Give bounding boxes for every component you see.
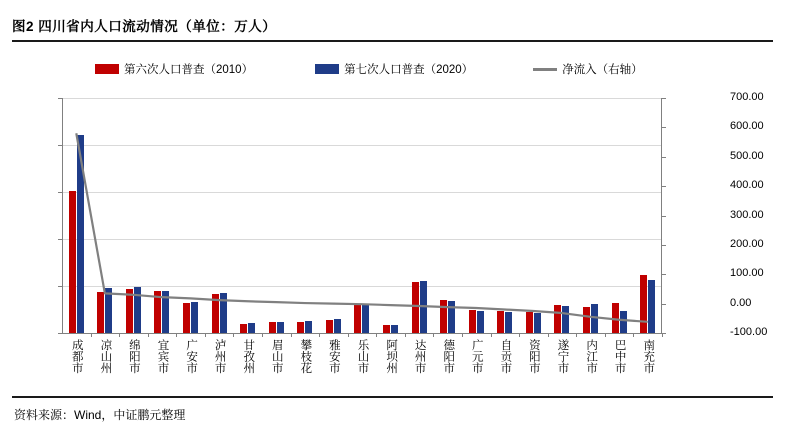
- right-axis-tick-label: 200.00: [730, 237, 764, 250]
- footer-divider: [12, 396, 773, 398]
- legend-label-census-2010: 第六次人口普查（2010）: [124, 64, 254, 76]
- category-label: 甘孜州: [242, 339, 255, 374]
- category-label: 内江市: [585, 339, 598, 374]
- right-axis-tickmark: [662, 157, 666, 158]
- category-label: 绵阳市: [127, 339, 140, 374]
- legend-item-census-2010: [95, 61, 253, 77]
- right-axis-tickmark: [662, 304, 666, 305]
- right-axis-tick-label: 500.00: [730, 149, 764, 162]
- right-axis-tickmark: [662, 98, 666, 99]
- right-axis-tickmark: [662, 127, 666, 128]
- legend-item-net-inflow: [533, 61, 643, 77]
- legend-label-net-inflow: 净流入（右轴）: [562, 64, 643, 76]
- right-axis-tick-label: 100.00: [730, 267, 764, 280]
- legend-swatch-net-inflow: [533, 68, 557, 71]
- category-label: 成都市: [70, 339, 83, 374]
- category-label: 广元市: [470, 339, 483, 374]
- right-axis-tick-label: -100.00: [730, 326, 768, 338]
- category-label: 凉山州: [99, 339, 112, 374]
- page-title: 图2 四川省内人口流动情况（单位：万人）: [12, 19, 277, 34]
- category-label: 达州市: [413, 339, 426, 374]
- chart-legend: [95, 58, 715, 80]
- right-axis-tick-label: 700.00: [730, 91, 764, 103]
- legend-label-census-2020: 第七次人口普查（2020）: [344, 64, 474, 76]
- figure-title-bar: [12, 10, 773, 40]
- right-axis-tick-label: 0.00: [730, 296, 752, 309]
- category-label: 资阳市: [527, 339, 540, 374]
- category-label: 泸州市: [213, 339, 226, 374]
- category-label: 雅安市: [327, 339, 340, 374]
- title-divider: [12, 40, 773, 42]
- category-label: 广安市: [185, 339, 198, 374]
- category-label: 自贡市: [499, 339, 512, 374]
- legend-swatch-census-2020: [315, 64, 339, 74]
- category-label: 南充市: [642, 339, 655, 374]
- source-note: 资料来源：Wind，中证鹏元整理: [14, 408, 186, 422]
- right-axis-tickmark: [662, 245, 666, 246]
- chart-plot-area: [62, 91, 768, 374]
- right-axis-tick-label: 600.00: [730, 120, 764, 133]
- category-label: 宜宾市: [156, 339, 169, 374]
- category-tickmark: [662, 333, 663, 337]
- right-axis-tick-label: 400.00: [730, 179, 764, 192]
- legend-item-census-2020: [315, 61, 473, 77]
- category-axis: [62, 333, 662, 334]
- category-label: 阿坝州: [385, 339, 398, 374]
- category-label: 巴中市: [613, 339, 626, 374]
- category-label: 遂宁市: [556, 339, 569, 374]
- right-axis-tickmark: [662, 274, 666, 275]
- category-labels: [62, 98, 662, 374]
- category-label: 攀枝花: [299, 339, 312, 374]
- category-label: 德阳市: [442, 339, 455, 374]
- category-label: 乐山市: [356, 339, 369, 374]
- right-axis-tick-label: 300.00: [730, 208, 764, 221]
- right-axis-tickmark: [662, 186, 666, 187]
- right-axis-tickmark: [662, 216, 666, 217]
- category-label: 眉山市: [270, 339, 283, 374]
- legend-swatch-census-2010: [95, 64, 119, 74]
